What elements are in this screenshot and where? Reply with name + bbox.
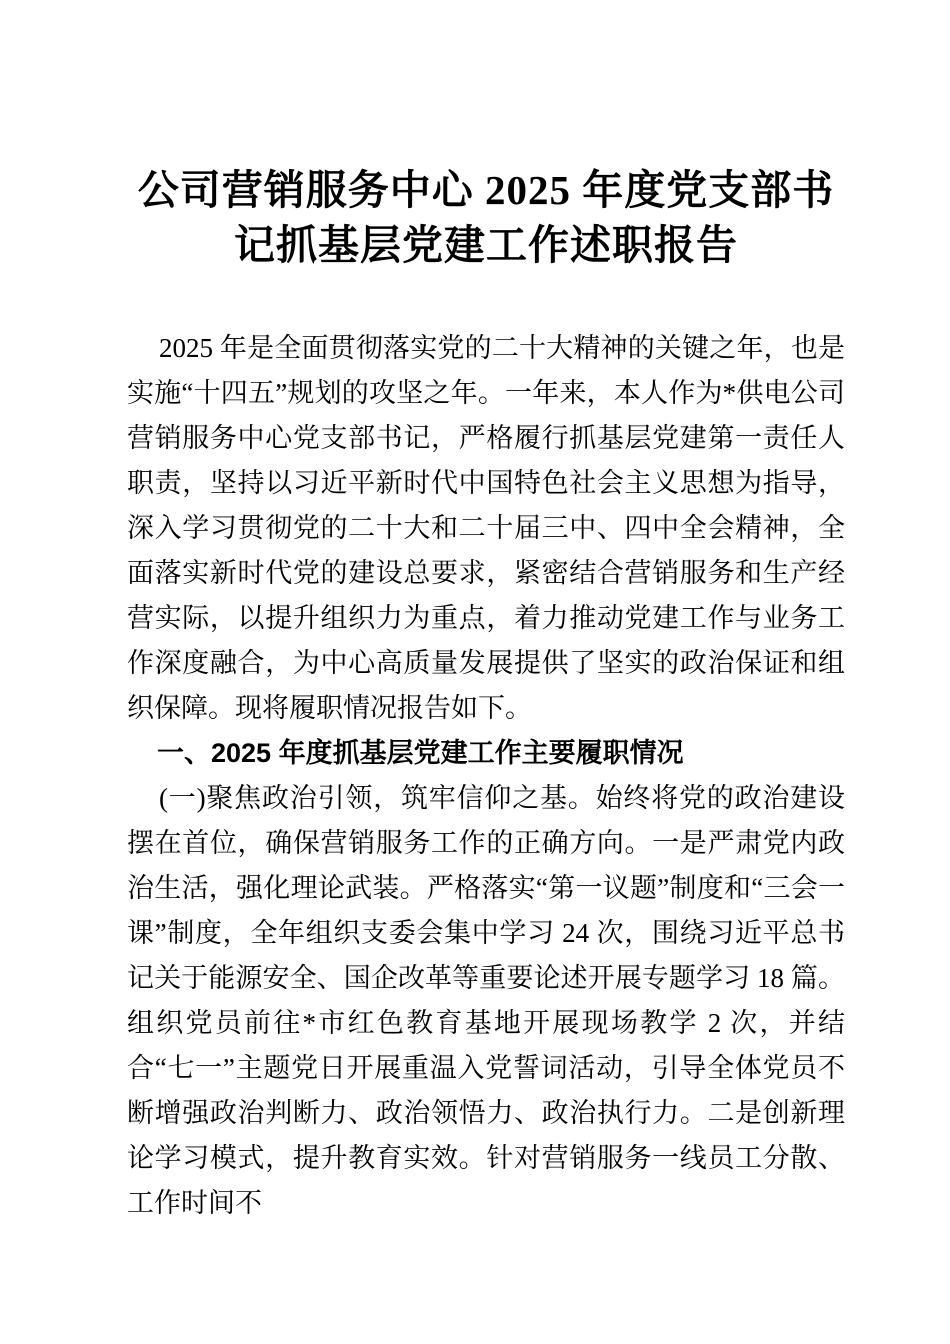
section-1-paragraph (127, 776, 845, 1226)
intro-paragraph: 2025 年是全面贯彻落实党的二十大精神的关键之年，也是实施“十四五”规划的攻坚之年。一年来，本人作为*供电公司营销服务中心党支部书记，严格履行抓基层党建第一责任人职责，坚持以习近平新时代中国特色社会主义思想为指导，深入学习贯彻党的二十大和二十届三中、四中全会精神，全面落实新时代党的建设总要求，紧密结合营销服务和生产经营实际，以提升组织力为重点，着力推动党建工作与业务工作深度融合，为中心高质量发展提供了坚实的政治保证和组织保障。现将履职情况报告如下。 (127, 333, 845, 723)
section-1-heading: 一、2025 年度抓基层党建工作主要履职情况 (157, 738, 684, 768)
document-title (127, 163, 845, 273)
title-line-1: 公司营销服务中心 2025 年度党支部书 (137, 167, 835, 213)
section-1-lead: (一)聚焦政治引领，筑牢信仰之基。 (159, 783, 596, 813)
title-line-2: 记抓基层党建工作述职报告 (234, 222, 738, 268)
section-1-body-text: 始终将党的政治建设摆在首位，确保营销服务工作的正确方向。一是严肃党内政治生活，强化理论武装。严格落实“第一议题”制度和“三会一课”制度，全年组织支委会集中学习 24 次，围绕习近平总书记关于能源安全、国企改革等重要论述开展专题学习 18 篇。组织党员前往*市红色教育基地开展现场教学 2 次，并结合“七一”主题党日开展重温入党誓词活动，引导全体党员不断增强政治判断力、政治领悟力、政治执行力。二是创新理论学习模式，提升教育实效。针对营销服务一线员工分散、工作时间不 (127, 783, 845, 1218)
